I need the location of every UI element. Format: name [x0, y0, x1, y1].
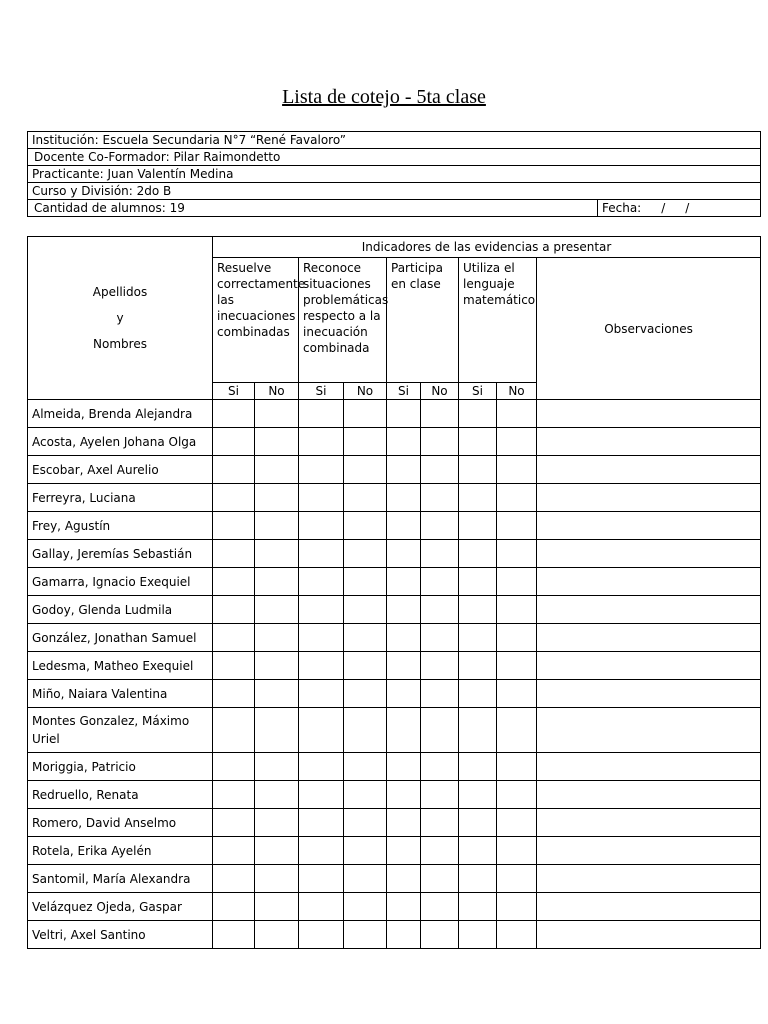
no-cell[interactable]	[344, 484, 387, 512]
no-cell[interactable]	[497, 596, 537, 624]
observations-cell[interactable]	[537, 428, 761, 456]
no-cell[interactable]	[497, 781, 537, 809]
no-cell[interactable]	[255, 781, 299, 809]
names-header-line: y	[116, 311, 124, 325]
yes-cell[interactable]	[459, 921, 497, 949]
no-cell[interactable]	[497, 456, 537, 484]
yes-cell[interactable]	[459, 680, 497, 708]
student-name: Montes Gonzalez, Máximo Uriel	[28, 708, 213, 753]
yes-cell[interactable]	[459, 865, 497, 893]
yes-cell[interactable]	[213, 781, 255, 809]
no-cell[interactable]	[421, 428, 459, 456]
yes-cell[interactable]	[387, 596, 421, 624]
observations-cell[interactable]	[537, 400, 761, 428]
no-cell[interactable]	[497, 753, 537, 781]
yes-cell[interactable]	[213, 456, 255, 484]
table-row	[28, 809, 761, 837]
no-cell[interactable]	[255, 837, 299, 865]
no-cell[interactable]	[344, 893, 387, 921]
yes-cell[interactable]	[387, 893, 421, 921]
student-name: Redruello, Renata	[28, 781, 213, 809]
yes-cell[interactable]	[387, 809, 421, 837]
table-row	[28, 753, 761, 781]
table-row	[28, 865, 761, 893]
yes-cell[interactable]	[213, 837, 255, 865]
table-row	[28, 680, 761, 708]
yes-cell[interactable]	[459, 809, 497, 837]
no-cell[interactable]	[344, 400, 387, 428]
page-title: Lista de cotejo - 5ta clase	[282, 86, 486, 108]
yes-cell[interactable]	[459, 484, 497, 512]
student-name: Acosta, Ayelen Johana Olga	[28, 428, 213, 456]
institution-field: Institución: Escuela Secundaria N°7 “René Favaloro”	[28, 132, 761, 149]
observations-cell[interactable]	[537, 893, 761, 921]
yes-cell[interactable]	[299, 456, 344, 484]
yes-cell[interactable]	[387, 428, 421, 456]
yes-cell[interactable]	[213, 865, 255, 893]
student-name: Miño, Naiara Valentina	[28, 680, 213, 708]
names-header	[28, 237, 213, 400]
no-cell[interactable]	[497, 400, 537, 428]
yes-cell[interactable]	[213, 540, 255, 568]
observations-cell[interactable]	[537, 753, 761, 781]
yes-cell[interactable]	[387, 512, 421, 540]
no-cell[interactable]	[255, 680, 299, 708]
yes-cell[interactable]	[213, 708, 255, 753]
no-cell[interactable]	[497, 865, 537, 893]
student-name: Santomil, María Alexandra	[28, 865, 213, 893]
yes-cell[interactable]	[387, 921, 421, 949]
no-column-header: No	[497, 383, 537, 400]
no-cell[interactable]	[255, 540, 299, 568]
no-cell[interactable]	[421, 484, 459, 512]
teacher-field: Docente Co-Formador: Pilar Raimondetto	[28, 149, 761, 166]
observations-cell[interactable]	[537, 540, 761, 568]
no-cell[interactable]	[497, 921, 537, 949]
no-cell[interactable]	[255, 753, 299, 781]
no-cell[interactable]	[255, 456, 299, 484]
observations-cell[interactable]	[537, 921, 761, 949]
student-name: Ledesma, Matheo Exequiel	[28, 652, 213, 680]
student-name: Almeida, Brenda Alejandra	[28, 400, 213, 428]
indicators-header: Indicadores de las evidencias a presentar	[213, 237, 761, 258]
yes-column-header: Si	[213, 383, 255, 400]
criterion-header: Utiliza el lenguaje matemático	[459, 258, 537, 383]
table-row	[28, 568, 761, 596]
no-cell[interactable]	[255, 428, 299, 456]
observations-cell[interactable]	[537, 708, 761, 753]
trainee-field: Practicante: Juan Valentín Medina	[28, 166, 761, 183]
no-cell[interactable]	[497, 540, 537, 568]
no-cell[interactable]	[344, 596, 387, 624]
no-cell[interactable]	[421, 753, 459, 781]
no-cell[interactable]	[421, 708, 459, 753]
student-name: Veltri, Axel Santino	[28, 921, 213, 949]
no-cell[interactable]	[421, 624, 459, 652]
student-name: Moriggia, Patricio	[28, 753, 213, 781]
yes-cell[interactable]	[299, 652, 344, 680]
no-cell[interactable]	[255, 652, 299, 680]
names-header-line: Nombres	[93, 337, 147, 351]
no-cell[interactable]	[255, 865, 299, 893]
no-cell[interactable]	[421, 921, 459, 949]
yes-cell[interactable]	[299, 921, 344, 949]
yes-cell[interactable]	[213, 893, 255, 921]
no-cell[interactable]	[421, 837, 459, 865]
yes-column-header: Si	[459, 383, 497, 400]
yes-cell[interactable]	[299, 540, 344, 568]
no-cell[interactable]	[255, 893, 299, 921]
no-cell[interactable]	[421, 540, 459, 568]
no-cell[interactable]	[497, 624, 537, 652]
no-cell[interactable]	[344, 753, 387, 781]
yes-cell[interactable]	[387, 624, 421, 652]
table-row	[28, 540, 761, 568]
yes-cell[interactable]	[387, 540, 421, 568]
no-cell[interactable]	[421, 596, 459, 624]
no-cell[interactable]	[497, 652, 537, 680]
no-cell[interactable]	[344, 568, 387, 596]
yes-cell[interactable]	[387, 837, 421, 865]
yes-cell[interactable]	[299, 680, 344, 708]
yes-cell[interactable]	[299, 428, 344, 456]
no-cell[interactable]	[421, 865, 459, 893]
no-cell[interactable]	[421, 400, 459, 428]
yes-cell[interactable]	[387, 708, 421, 753]
no-cell[interactable]	[344, 512, 387, 540]
yes-cell[interactable]	[299, 893, 344, 921]
observations-cell[interactable]	[537, 624, 761, 652]
table-row	[28, 512, 761, 540]
yes-cell[interactable]	[387, 484, 421, 512]
yes-cell[interactable]	[213, 624, 255, 652]
no-column-header: No	[255, 383, 299, 400]
student-count-field: Cantidad de alumnos: 19	[28, 200, 598, 217]
yes-cell[interactable]	[387, 568, 421, 596]
yes-cell[interactable]	[459, 837, 497, 865]
no-cell[interactable]	[497, 680, 537, 708]
no-cell[interactable]	[344, 837, 387, 865]
no-cell[interactable]	[255, 624, 299, 652]
no-cell[interactable]	[344, 708, 387, 753]
yes-cell[interactable]	[299, 624, 344, 652]
student-name: González, Jonathan Samuel	[28, 624, 213, 652]
no-cell[interactable]	[497, 893, 537, 921]
yes-cell[interactable]	[213, 921, 255, 949]
table-row	[28, 893, 761, 921]
yes-cell[interactable]	[387, 652, 421, 680]
no-cell[interactable]	[344, 540, 387, 568]
yes-cell[interactable]	[459, 400, 497, 428]
table-row	[28, 921, 761, 949]
no-cell[interactable]	[497, 428, 537, 456]
yes-cell[interactable]	[459, 753, 497, 781]
yes-cell[interactable]	[387, 680, 421, 708]
yes-cell[interactable]	[213, 809, 255, 837]
observations-cell[interactable]	[537, 781, 761, 809]
yes-cell[interactable]	[299, 865, 344, 893]
no-cell[interactable]	[497, 708, 537, 753]
no-cell[interactable]	[421, 512, 459, 540]
yes-cell[interactable]	[459, 568, 497, 596]
student-name: Romero, David Anselmo	[28, 809, 213, 837]
table-row	[28, 708, 761, 753]
yes-cell[interactable]	[299, 753, 344, 781]
no-cell[interactable]	[255, 568, 299, 596]
no-cell[interactable]	[344, 428, 387, 456]
table-row	[28, 652, 761, 680]
student-name: Frey, Agustín	[28, 512, 213, 540]
table-row	[28, 624, 761, 652]
yes-cell[interactable]	[213, 596, 255, 624]
yes-cell[interactable]	[299, 781, 344, 809]
yes-cell[interactable]	[299, 708, 344, 753]
no-column-header: No	[344, 383, 387, 400]
yes-cell[interactable]	[459, 428, 497, 456]
checklist-table	[27, 236, 761, 949]
student-name: Escobar, Axel Aurelio	[28, 456, 213, 484]
yes-cell[interactable]	[459, 893, 497, 921]
yes-cell[interactable]	[459, 624, 497, 652]
yes-cell[interactable]	[459, 456, 497, 484]
yes-cell[interactable]	[299, 596, 344, 624]
no-cell[interactable]	[344, 921, 387, 949]
criterion-header: Reconoce situaciones problemáticas respecto a la inecuación combinada	[299, 258, 387, 383]
no-cell[interactable]	[421, 893, 459, 921]
no-cell[interactable]	[255, 400, 299, 428]
criterion-header: Resuelve correctamente las inecuaciones combinadas	[213, 258, 299, 383]
observations-cell[interactable]	[537, 680, 761, 708]
observations-cell[interactable]	[537, 596, 761, 624]
student-name: Ferreyra, Luciana	[28, 484, 213, 512]
yes-cell[interactable]	[387, 865, 421, 893]
observations-cell[interactable]	[537, 652, 761, 680]
no-cell[interactable]	[255, 484, 299, 512]
student-name: Gallay, Jeremías Sebastián	[28, 540, 213, 568]
yes-cell[interactable]	[213, 512, 255, 540]
yes-cell[interactable]	[213, 484, 255, 512]
yes-column-header: Si	[387, 383, 421, 400]
yes-cell[interactable]	[213, 652, 255, 680]
observations-cell[interactable]	[537, 568, 761, 596]
student-name: Rotela, Erika Ayelén	[28, 837, 213, 865]
no-cell[interactable]	[344, 456, 387, 484]
yes-cell[interactable]	[213, 680, 255, 708]
yes-cell[interactable]	[459, 596, 497, 624]
no-cell[interactable]	[255, 708, 299, 753]
yes-cell[interactable]	[213, 428, 255, 456]
student-name: Gamarra, Ignacio Exequiel	[28, 568, 213, 596]
yes-cell[interactable]	[459, 540, 497, 568]
no-cell[interactable]	[344, 865, 387, 893]
yes-cell[interactable]	[387, 400, 421, 428]
yes-column-header: Si	[299, 383, 344, 400]
observations-cell[interactable]	[537, 837, 761, 865]
yes-cell[interactable]	[387, 456, 421, 484]
observations-cell[interactable]	[537, 809, 761, 837]
no-cell[interactable]	[421, 680, 459, 708]
table-row	[28, 781, 761, 809]
no-cell[interactable]	[497, 512, 537, 540]
table-row	[28, 400, 761, 428]
yes-cell[interactable]	[299, 837, 344, 865]
no-cell[interactable]	[344, 680, 387, 708]
yes-cell[interactable]	[299, 568, 344, 596]
names-header-line: Apellidos	[92, 285, 148, 299]
no-cell[interactable]	[255, 921, 299, 949]
no-column-header: No	[421, 383, 459, 400]
date-field	[598, 200, 761, 217]
no-cell[interactable]	[497, 568, 537, 596]
yes-cell[interactable]	[213, 400, 255, 428]
course-field: Curso y División: 2do B	[28, 183, 761, 200]
no-cell[interactable]	[421, 809, 459, 837]
no-cell[interactable]	[344, 652, 387, 680]
observations-cell[interactable]	[537, 512, 761, 540]
observations-cell[interactable]	[537, 456, 761, 484]
yes-cell[interactable]	[299, 484, 344, 512]
yes-cell[interactable]	[459, 652, 497, 680]
criterion-header: Participa en clase	[387, 258, 459, 383]
yes-cell[interactable]	[299, 400, 344, 428]
date-separator: /	[661, 201, 666, 215]
observations-cell[interactable]	[537, 484, 761, 512]
student-name: Godoy, Glenda Ludmila	[28, 596, 213, 624]
no-cell[interactable]	[497, 484, 537, 512]
yes-cell[interactable]	[387, 753, 421, 781]
yes-cell[interactable]	[213, 568, 255, 596]
no-cell[interactable]	[255, 512, 299, 540]
no-cell[interactable]	[344, 809, 387, 837]
yes-cell[interactable]	[459, 512, 497, 540]
no-cell[interactable]	[497, 809, 537, 837]
no-cell[interactable]	[344, 781, 387, 809]
yes-cell[interactable]	[459, 781, 497, 809]
no-cell[interactable]	[497, 837, 537, 865]
no-cell[interactable]	[255, 809, 299, 837]
observations-cell[interactable]	[537, 865, 761, 893]
student-name: Velázquez Ojeda, Gaspar	[28, 893, 213, 921]
table-row	[28, 428, 761, 456]
date-separator: /	[685, 201, 690, 215]
yes-cell[interactable]	[459, 708, 497, 753]
no-cell[interactable]	[421, 652, 459, 680]
no-cell[interactable]	[344, 624, 387, 652]
yes-cell[interactable]	[299, 809, 344, 837]
no-cell[interactable]	[255, 596, 299, 624]
yes-cell[interactable]	[387, 781, 421, 809]
info-table	[27, 131, 761, 217]
no-cell[interactable]	[421, 781, 459, 809]
table-row	[28, 837, 761, 865]
date-label: Fecha:	[602, 201, 642, 215]
yes-cell[interactable]	[299, 512, 344, 540]
yes-cell[interactable]	[213, 753, 255, 781]
no-cell[interactable]	[421, 568, 459, 596]
no-cell[interactable]	[421, 456, 459, 484]
table-row	[28, 484, 761, 512]
table-row	[28, 456, 761, 484]
observations-header: Observaciones	[537, 258, 761, 400]
table-row	[28, 596, 761, 624]
